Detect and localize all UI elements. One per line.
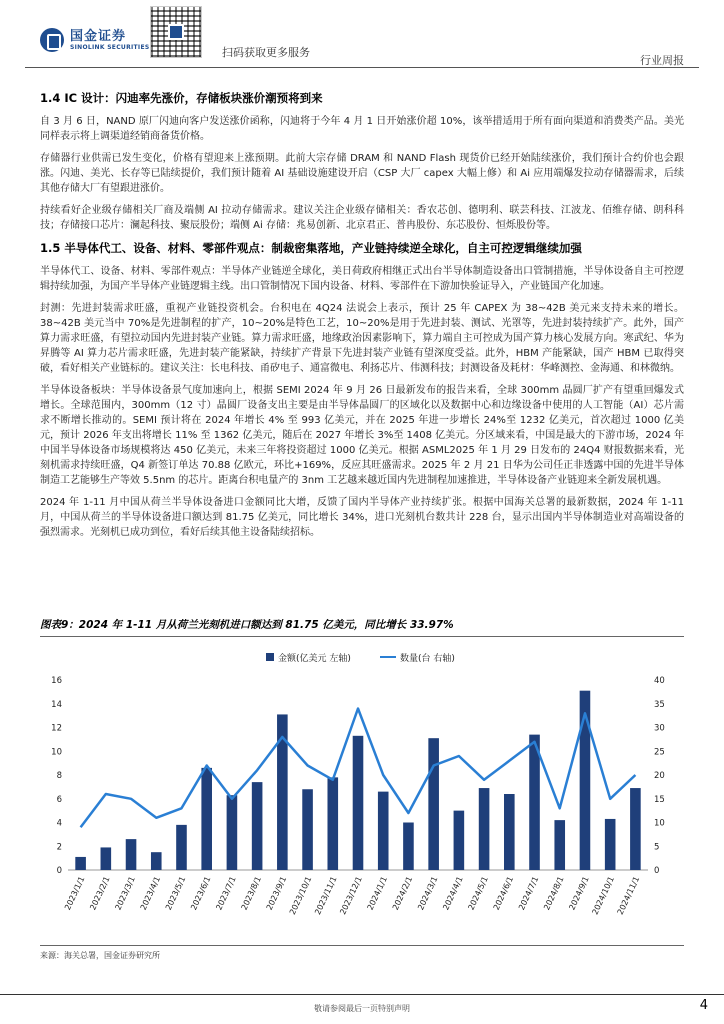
x-tick-label: 2023/12/1 xyxy=(338,875,364,917)
paragraph: 半导体代工、设备、材料、零部件观点：半导体产业链逆全球化，美日荷政府相继正式出台半导体制造设备出口管制措施，半导体设备自主可控逻辑持续加强，为国产半导体产业链逻辑主线。出口管制情况下国内设备、材料、零部件在下游加快验证导入，产业链国产化加速。 xyxy=(40,266,684,292)
section-title-ic-design: 1.4 IC 设计：闪迪率先涨价，存储板块涨价潮预将到来 xyxy=(40,91,323,105)
logo-icon xyxy=(40,28,64,52)
x-tick-label: 2024/8/1 xyxy=(542,875,566,912)
y-left-tick-label: 8 xyxy=(56,771,62,781)
logo-cn-text: 国金证券 xyxy=(70,28,127,44)
bar xyxy=(554,820,565,870)
y-right-tick-label: 0 xyxy=(654,866,660,876)
figure-divider xyxy=(40,636,684,637)
x-tick-label: 2024/7/1 xyxy=(516,875,541,912)
main-content xyxy=(40,90,684,547)
bar xyxy=(630,788,641,870)
y-right-tick-label: 35 xyxy=(654,699,665,710)
x-tick-label: 2023/3/1 xyxy=(113,875,137,912)
legend-bar-swatch xyxy=(266,653,274,661)
y-right-tick-label: 5 xyxy=(654,842,660,853)
qr-code-icon xyxy=(150,6,202,58)
bar xyxy=(378,792,389,870)
x-tick-label: 2024/3/1 xyxy=(416,875,440,912)
bar xyxy=(75,857,86,870)
legend-line-label: 数量(台 右轴) xyxy=(400,654,455,664)
x-tick-label: 2023/5/1 xyxy=(163,875,188,912)
chart-canvas xyxy=(40,640,684,945)
import-chart xyxy=(40,640,684,945)
x-tick-label: 2023/2/1 xyxy=(88,875,112,912)
bar xyxy=(327,777,338,870)
x-tick-label: 2024/1/1 xyxy=(365,875,390,912)
bar xyxy=(101,847,112,870)
y-right-tick-label: 15 xyxy=(654,794,665,805)
bar xyxy=(126,839,137,870)
x-tick-label: 2023/10/1 xyxy=(287,875,314,917)
bar xyxy=(479,788,490,870)
y-right-tick-label: 25 xyxy=(654,747,665,758)
bar xyxy=(302,789,313,870)
figure-source: 来源：海关总署，国金证券研究所 xyxy=(40,951,160,960)
footer-divider xyxy=(0,994,724,995)
x-tick-label: 2023/4/1 xyxy=(138,875,163,912)
legend-bar-label: 金额(亿美元 左轴) xyxy=(278,654,351,664)
x-tick-label: 2023/7/1 xyxy=(214,875,238,912)
figure-title: 图表9：2024 年 1-11 月从荷兰光刻机进口额达到 81.75 亿美元，同比增长 33.97% xyxy=(40,619,454,631)
logo-en-text: SINOLINK SECURITIES xyxy=(70,43,150,51)
y-left-tick-label: 6 xyxy=(56,794,62,805)
y-left-tick-label: 4 xyxy=(56,818,62,829)
y-right-tick-label: 30 xyxy=(654,723,665,734)
bar xyxy=(353,736,364,870)
y-right-tick-label: 40 xyxy=(654,676,665,686)
header-divider xyxy=(25,67,699,68)
bar xyxy=(227,795,238,870)
paragraph: 2024 年 1-11 月中国从荷兰半导体设备进口金额同比大增，反馈了国内半导体产业持续扩张。根据中国海关总署的最新数据，2024 年 1-11 月，中国从荷兰的半导体设备进口额达到 81.75 亿美元，同比增长 34%，进口光刻机台数共计 228 台，显示出国内半导体制造业对高端设备的强烈需求。光刻机已成功到位，看好后续其他主设备陆续招标。 xyxy=(40,497,684,538)
y-right-tick-label: 10 xyxy=(654,818,665,829)
x-tick-label: 2023/6/1 xyxy=(189,875,213,912)
bar xyxy=(176,825,187,870)
bar xyxy=(504,794,515,870)
x-tick-label: 2024/2/1 xyxy=(390,875,415,912)
paragraph: 封测：先进封装需求旺盛，重视产业链投资机会。台积电在 4Q24 法说会上表示，预计 25 年 CAPEX 为 38~42B 美元来支持未来的增长。38~42B 美元当中 70%是先进制程的扩产，10~20%是特色工艺，10~20%是用于先进封装、测试、光罩等，先进封装持续扩产。此外，国产算力需求旺盛，有望拉动国内先进封装产业链。算力需求旺盛，地缘政治因素影响下，算力端自主可控成为国产算力核心发展方向。寒武纪、华为昇腾等 AI 算力芯片需求旺盛，先进封装产能紧缺，持续扩产背景下先进封装产业链有望深度受益。此外，HBM 产能紧缺，国产 HBM 已取得突破，看好相关产业链标的。建议关注：长电科技、甬矽电子、通富微电、利扬芯片、伟测科技；封测设备及耗材：华峰测控、金海通、和林微纳。 xyxy=(40,303,684,374)
x-tick-label: 2023/8/1 xyxy=(239,875,263,912)
x-tick-label: 2023/11/1 xyxy=(313,875,339,917)
bar xyxy=(428,738,439,870)
company-logo xyxy=(40,28,149,52)
bar xyxy=(403,823,414,871)
y-left-tick-label: 12 xyxy=(51,723,62,734)
qr-caption: 扫码获取更多服务 xyxy=(222,46,310,59)
paragraph: 持续看好企业级存储相关厂商及端侧 AI 拉动存储需求。建议关注企业级存储相关：香农芯创、德明利、联芸科技、江波龙、佰维存储、朗科科技；存储接口芯片：澜起科技、聚辰股份；端侧 Ai 存储：兆易创新、北京君正、普冉股份、东芯股份、恒烁股份等。 xyxy=(40,205,684,231)
page-number: 4 xyxy=(699,998,708,1013)
bar xyxy=(454,811,465,870)
x-tick-label: 2023/1/1 xyxy=(63,875,87,912)
footer-disclaimer: 敬请参阅最后一页特别声明 xyxy=(314,1004,410,1013)
y-left-tick-label: 16 xyxy=(51,676,62,686)
x-tick-label: 2024/9/1 xyxy=(567,875,591,912)
paragraph: 存储器行业供需已发生变化，价格有望迎来上涨预期。此前大宗存储 DRAM 和 NAND Flash 现货价已经开始陆续涨价，我们预计合约价也会跟涨。闪迪、美光、长存等已陆续提价，我们预计随着 AI 基础设施建设开启（CSP 大厂 capex 大幅上修）和 Ai 应用端爆发拉动存储器需求，后续其他存储大厂有望跟进涨价。 xyxy=(40,153,684,194)
y-left-tick-label: 14 xyxy=(51,699,62,710)
x-tick-label: 2024/6/1 xyxy=(491,875,516,912)
x-tick-label: 2024/10/1 xyxy=(590,875,616,917)
y-left-tick-label: 2 xyxy=(56,842,62,853)
section-title-semiconductor: 1.5 半导体代工、设备、材料、零部件观点：制裁密集落地，产业链持续逆全球化，自主可控逻辑继续加强 xyxy=(40,241,582,255)
x-tick-label: 2024/11/1 xyxy=(615,875,642,917)
bar xyxy=(252,782,263,870)
page-header xyxy=(0,0,724,70)
y-left-tick-label: 10 xyxy=(51,747,62,758)
bar xyxy=(605,819,616,870)
y-left-tick-label: 0 xyxy=(56,866,62,876)
paragraph: 自 3 月 6 日，NAND 原厂闪迪向客户发送涨价函称，闪迪将于今年 4 月 1 日开始涨价超 10%，该举措适用于所有面向渠道和消费类产品。美光同样表示将上调渠道经销商备货价格。 xyxy=(40,116,684,142)
source-divider xyxy=(40,945,684,946)
paragraph: 半导体设备板块：半导体设备景气度加速向上，根据 SEMI 2024 年 9 月 26 日最新发布的报告来看，全球 300mm 晶圆厂扩产有望重回爆发式增长。全球范围内，300mm（12 寸）晶圆厂设备支出主要是由半导体晶圆厂的区域化以及数据中心和边缘设备中使用的人工智能（AI）芯片需求不断增长推动的。SEMI 预计将在 2024 年增长 4% 至 993 亿美元，并在 2025 年进一步增长 24%至 1232 亿美元，首次超过 1000 亿美元，预计 2026 年支出将增长 11% 至 1362 亿美元，随后在 2027 年增长 3%至 1408 亿美元。分区域来看，中国是最大的下游市场，2024 年中国半导体设备市场规模将达 450 亿美元，未来三年将投资超过 1000 亿美元。根据 ASML2025 年 1 月 29 日发布的 24Q4 财报数据来看，光刻机需求持续旺盛，Q4 新签订单达 70.88 亿欧元，环比+169%，反应其旺盛需求。2025 年 2 月 21 日华为公司任正非透露中国的先进半导体制造工艺能够生产等效 5.5nm 的芯片。距离台积电量产的 3nm 工艺越来越近国内先进制程加速推进，半导体设备产业链迎来全新发展机遇。 xyxy=(40,385,684,486)
x-tick-label: 2024/4/1 xyxy=(441,875,465,912)
report-type-label: 行业周报 xyxy=(640,54,684,67)
x-tick-label: 2023/9/1 xyxy=(264,875,289,912)
y-right-tick-label: 20 xyxy=(654,771,665,781)
x-tick-label: 2024/5/1 xyxy=(466,875,490,912)
bar xyxy=(201,768,212,870)
bar xyxy=(151,852,162,870)
